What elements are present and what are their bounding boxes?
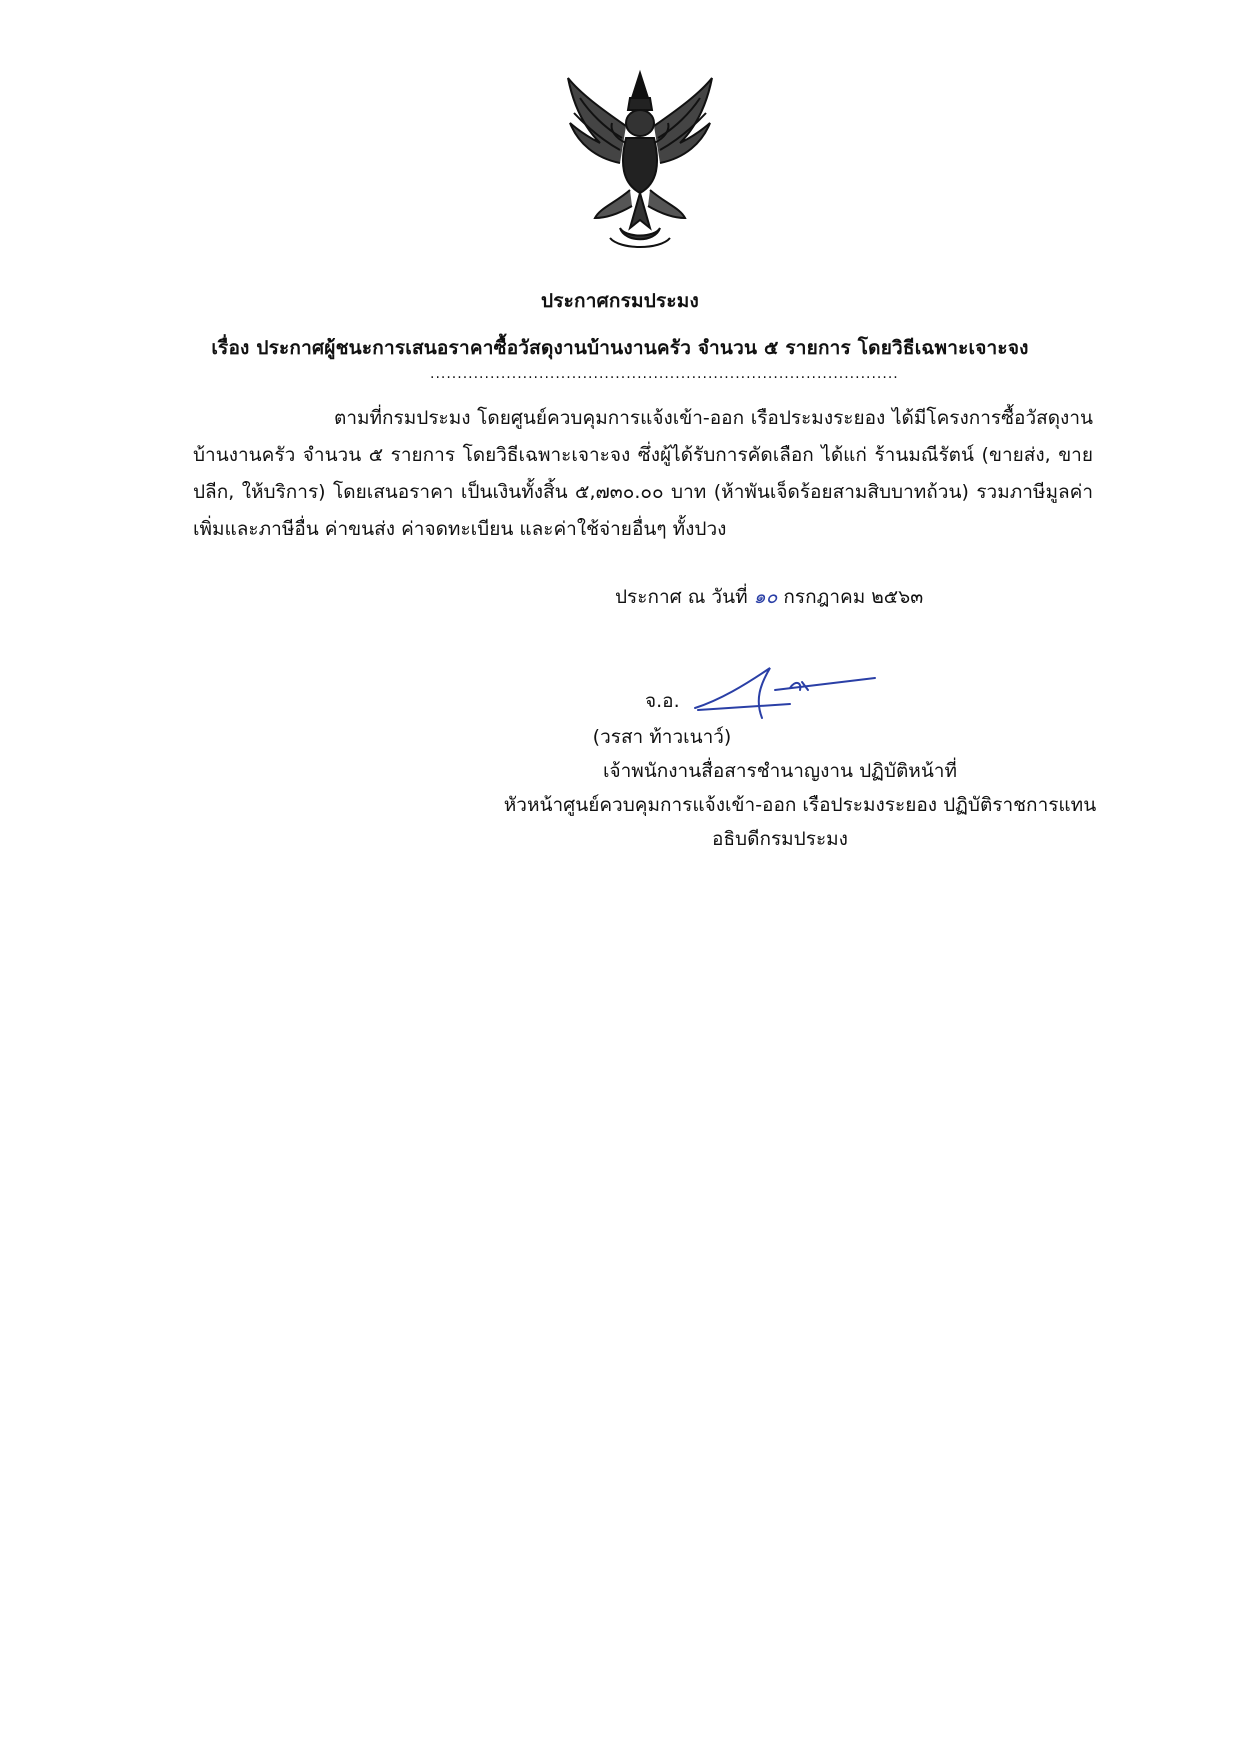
signer-on-behalf-of: อธิบดีกรมประมง (712, 828, 848, 850)
garuda-emblem-icon (560, 68, 720, 258)
signer-position: เจ้าพนักงานสื่อสารชำนาญงาน ปฏิบัติหน้าที่ (602, 760, 958, 782)
announcement-date (615, 582, 923, 612)
date-prefix: ประกาศ ณ วันที่ (615, 586, 748, 608)
date-day: ๑๐ (753, 586, 778, 608)
signer-name: (วรสา ท้าวเนาว์) (592, 726, 732, 748)
handwritten-signature (690, 660, 880, 720)
date-month-year: กรกฎาคม ๒๕๖๓ (783, 586, 924, 608)
document-subject: เรื่อง ประกาศผู้ชนะการเสนอราคาซื้อวัสดุงานบ้านงานครัว จำนวน ๕ รายการ โดยวิธีเฉพาะเจาะจง (211, 337, 1029, 359)
body-paragraph: ตามที่กรมประมง โดยศูนย์ควบคุมการแจ้งเข้า-ออก เรือประมงระยอง ได้มีโครงการซื้อวัสดุงานบ้านงานครัว จำนวน ๕ รายการ โดยวิธีเฉพาะเจาะจง ซึ่งผู้ได้รับการคัดเลือก ได้แก่ ร้านมณีรัตน์ (ขายส่ง, ขายปลีก, ให้บริการ) โดยเสนอราคา เป็นเงินทั้งสิ้น ๕,๗๓๐.๐๐ บาท (ห้าพันเจ็ดร้อยสามสิบบาทถ้วน) รวมภาษีมูลค่าเพิ่มและภาษีอื่น ค่าขนส่ง ค่าจดทะเบียน และค่าใช้จ่ายอื่นๆ ทั้งปวง (193, 407, 1093, 540)
signer-rank: จ.อ. (645, 690, 680, 712)
document-body (193, 400, 1093, 548)
signer-acting-position: หัวหน้าศูนย์ควบคุมการแจ้งเข้า-ออก เรือประมงระยอง ปฏิบัติราชการแทน (503, 794, 1097, 816)
separator-line: ...................................................................................... (430, 366, 899, 382)
page-title: ประกาศกรมประมง (540, 290, 699, 312)
